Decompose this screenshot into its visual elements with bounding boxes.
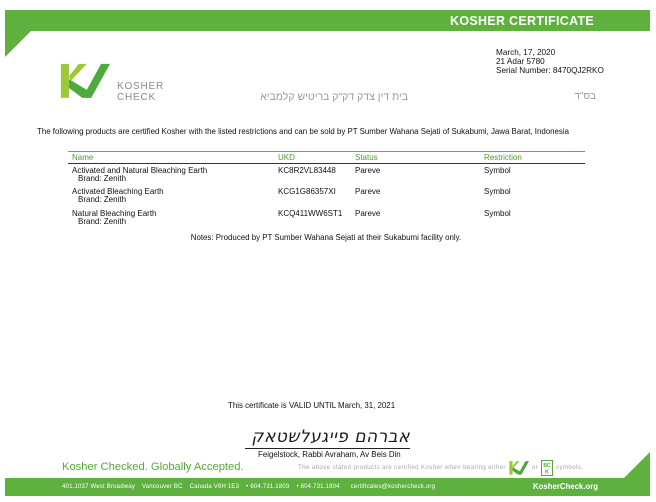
- column-header-name: Name: [72, 152, 94, 162]
- product-restriction: Symbol: [484, 187, 511, 196]
- gregorian-date: March, 17, 2020: [496, 48, 556, 57]
- bck-logo-letters-top: BC: [543, 462, 551, 469]
- production-notes: Notes: Produced by PT Sumber Wahana Sejati at their Sukabumi facility only.: [190, 233, 462, 242]
- column-header-status: Status: [355, 152, 378, 162]
- logo-word-kosher: KOSHER: [117, 81, 165, 92]
- symbols-note: [298, 459, 583, 476]
- footer-website: KosherCheck.org: [533, 482, 598, 491]
- product-status: Pareve: [355, 187, 381, 196]
- symbols-note-or: or: [531, 464, 539, 471]
- certificate-title: KOSHER CERTIFICATE: [450, 14, 595, 28]
- table-row: [68, 188, 585, 204]
- footer-contact: [62, 478, 435, 496]
- table-header-rule: [68, 163, 585, 164]
- beth-din-name: בית דין צדק דק"ק בריטיש קלמביא: [260, 91, 408, 103]
- koshercheck-logo-icon: [60, 61, 110, 99]
- serial-number: Serial Number: 8470QJ2RKO: [496, 66, 604, 75]
- bsd-mark: בס"ד: [574, 91, 596, 102]
- hebrew-date: 21 Adar 5780: [496, 57, 545, 66]
- product-ukd: KC8R2VL83448: [278, 166, 336, 175]
- logo-stem: [61, 64, 69, 98]
- product-status: Pareve: [355, 209, 381, 218]
- footer-phone: • 604.731.1803: [246, 484, 290, 490]
- product-brand: Brand: Zenith: [78, 174, 127, 183]
- logo-wordmark: [117, 81, 164, 103]
- product-restriction: Symbol: [484, 209, 511, 218]
- product-restriction: Symbol: [484, 166, 511, 175]
- signatory-name: Feigelstock, Rabbi Avraham, Av Beis Din: [258, 450, 401, 459]
- footer-corner-triangle: [623, 452, 650, 479]
- handwritten-signature: אברהם פייגעלשטאק: [251, 427, 410, 447]
- product-name: Activated and Natural Bleaching Earth: [72, 166, 208, 175]
- validity-statement: This certificate is VALID UNTIL March, 31, 2021: [228, 401, 396, 410]
- header-corner-triangle: [5, 30, 32, 57]
- bck-logo-icon: [541, 460, 553, 476]
- product-ukd: KCQ411WW6ST1: [278, 209, 343, 218]
- koshercheck-small-logo-icon: [509, 460, 529, 475]
- tagline: Kosher Checked. Globally Accepted.: [62, 461, 244, 473]
- column-header-ukd: UKD: [278, 152, 295, 162]
- logo-word-check: CHECK: [117, 92, 157, 103]
- table-row: [68, 210, 585, 226]
- footer-city: Vancouver BC: [142, 484, 183, 490]
- table-row: [68, 167, 585, 183]
- symbols-note-end: symbols.: [556, 464, 584, 471]
- footer-country: Canada V6H 1E3: [189, 484, 240, 490]
- product-ukd: KCG1G86357XI: [278, 187, 336, 196]
- certification-statement: The following products are certified Kosher with the listed restrictions and can be sold by PT Sumber Wahana Sejati of Sukabumi, Jawa Barat, Indonesia: [37, 126, 570, 136]
- product-brand: Brand: Zenith: [78, 217, 127, 226]
- footer-street: 401.1037 West Broadway: [62, 484, 135, 490]
- product-name: Activated Bleaching Earth: [72, 187, 164, 196]
- signature-line: [245, 448, 410, 449]
- bck-logo-letters-bottom: K: [545, 469, 550, 475]
- products-table: [68, 151, 585, 231]
- date-block: [496, 48, 604, 75]
- footer-fax: • 604.731.1804: [296, 484, 340, 490]
- symbols-note-text: The above stated products are certified Kosher when bearing either: [298, 464, 506, 471]
- product-brand: Brand: Zenith: [78, 195, 127, 204]
- footer-email: certificates@koshercheck.org: [350, 484, 436, 490]
- product-name: Natural Bleaching Earth: [72, 209, 157, 218]
- logo-upper-arm: [69, 64, 87, 81]
- column-header-restriction: Restriction: [484, 152, 522, 162]
- product-status: Pareve: [355, 166, 381, 175]
